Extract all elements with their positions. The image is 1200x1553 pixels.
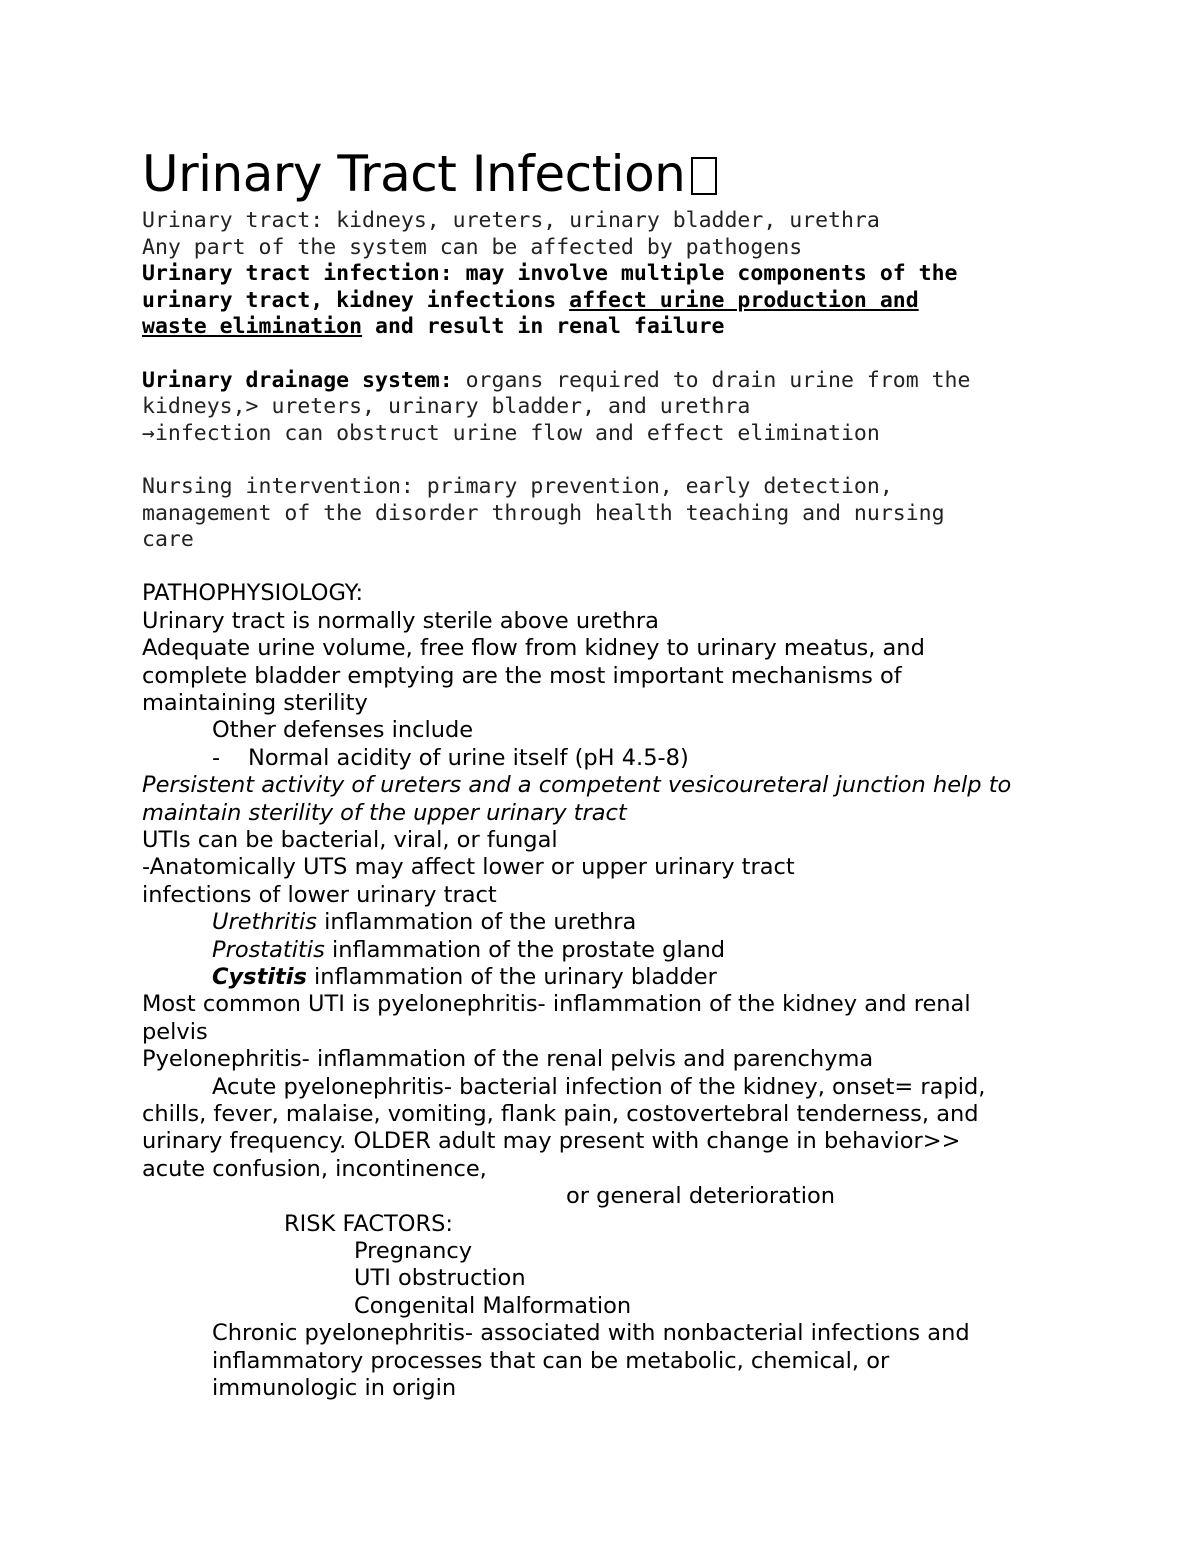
pathophysiology-section [142, 580, 1082, 1402]
text-line: Chronic pyelonephritis- associated with nonbacterial infections and [212, 1320, 970, 1347]
text-line: complete bladder emptying are the most important mechanisms of [142, 662, 902, 689]
text-line: Adequate urine volume, free flow from kidney to urinary meatus, and [142, 635, 925, 662]
definition-item: Prostatitis inflammation of the prostate gland [212, 936, 726, 963]
text-line: immunologic in origin [212, 1375, 457, 1402]
uti-definition-line: Urinary tract infection: may involve multiple components of the [142, 261, 958, 287]
uti-definition-line: urinary tract, kidney infections affect urine production and [142, 287, 919, 313]
uti-definition-line: waste elimination and result in renal failure [142, 314, 725, 340]
page-title [142, 140, 1082, 208]
document-page [142, 140, 1082, 1403]
text-line: Acute pyelonephritis- bacterial infection of the kidney, onset= rapid, [212, 1073, 986, 1100]
text-line: Pyelonephritis- inflammation of the renal pelvis and parenchyma [142, 1046, 874, 1073]
text-line: or general deterioration [566, 1183, 836, 1210]
drainage-line: Urinary drainage system: organs required to drain urine from the [142, 367, 971, 393]
nursing-line: management of the disorder through health teaching and nursing [142, 500, 945, 526]
drainage-line: kidneys,> ureters, urinary bladder, and urethra [142, 394, 751, 420]
drainage-line: →infection can obstruct urine flow and effect elimination [142, 420, 880, 446]
nursing-line: care [142, 527, 194, 553]
text-line: -Anatomically UTS may affect lower or upper urinary tract [142, 854, 795, 881]
text-line: Urinary tract is normally sterile above urethra [142, 607, 659, 634]
risk-item: UTI obstruction [354, 1265, 526, 1292]
text-line: acute confusion, incontinence, [142, 1155, 487, 1182]
text-line: pelvis [142, 1018, 208, 1045]
section-heading: PATHOPHYSIOLOGY: [142, 580, 364, 607]
text-line: urinary frequency. OLDER adult may present with change in behavior>> [142, 1128, 961, 1155]
bullet-item: - Normal acidity of urine itself (pH 4.5-8) [212, 744, 689, 771]
risk-item: Congenital Malformation [354, 1292, 632, 1319]
nursing-line: Nursing intervention: primary prevention, early detection, [142, 473, 893, 499]
text-line: infections of lower urinary tract [142, 881, 497, 908]
text-line: chills, fever, malaise, vomiting, flank pain, costovertebral tenderness, and [142, 1101, 979, 1128]
text-line: Other defenses include [212, 717, 474, 744]
definition-item: Cystitis inflammation of the urinary bladder [212, 964, 717, 990]
text-line: Most common UTI is pyelonephritis- inflammation of the kidney and renal [142, 991, 971, 1018]
text-line: maintain sterility of the upper urinary tract [142, 799, 627, 826]
risk-item: Pregnancy [354, 1238, 473, 1265]
title-text: Urinary Tract Infection [142, 145, 686, 203]
risk-heading: RISK FACTORS: [284, 1210, 453, 1237]
missing-glyph-icon [691, 157, 717, 195]
intro-section [142, 208, 1082, 580]
text-line: Persistent activity of ureters and a competent vesicoureteral junction help to [142, 772, 1012, 799]
text-line: maintaining sterility [142, 689, 368, 716]
intro-line: Urinary tract: kidneys, ureters, urinary bladder, urethra [142, 208, 880, 233]
definition-item: Urethritis inflammation of the urethra [212, 909, 637, 936]
intro-line: Any part of the system can be affected by pathogens [142, 234, 803, 260]
text-line: inflammatory processes that can be metabolic, chemical, or [212, 1347, 890, 1374]
text-line: UTIs can be bacterial, viral, or fungal [142, 826, 558, 853]
